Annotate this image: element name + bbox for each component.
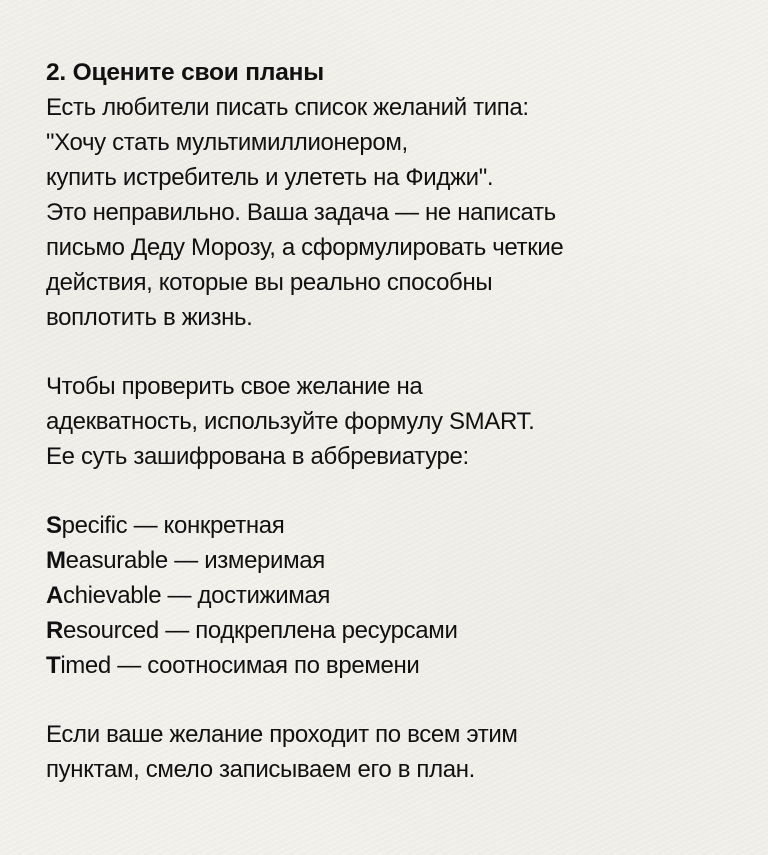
smart-item-resourced [46, 613, 736, 648]
intro-line: Есть любители писать список желаний типа: [46, 94, 529, 121]
conclusion-line: пунктам, смело записываем его в план. [46, 756, 475, 783]
smart-list [46, 508, 736, 683]
intro-line: письмо Деду Морозу, а сформулировать четкие [46, 234, 564, 261]
smart-letter: A [46, 582, 63, 609]
smart-letter: R [46, 617, 63, 644]
smart-item-text: pecific — конкретная [61, 512, 285, 539]
intro-line: Это неправильно. Ваша задача — не написать [46, 199, 556, 226]
smart-item-text: chievable — достижимая [62, 582, 331, 609]
conclusion-paragraph [46, 717, 736, 787]
document-content [46, 56, 736, 787]
conclusion-line: Если ваше желание проходит по всем этим [46, 721, 518, 748]
intro-paragraph [46, 90, 736, 335]
smart-letter: T [46, 652, 61, 679]
paragraph-spacer [46, 335, 736, 369]
paragraph-spacer [46, 683, 736, 717]
smart-intro-paragraph [46, 369, 736, 474]
smart-intro-line: Чтобы проверить свое желание на [46, 373, 423, 400]
section-heading: 2. Оцените свои планы [46, 59, 324, 86]
smart-item-achievable [46, 578, 736, 613]
smart-item-text: esourced — подкреплена ресурсами [62, 617, 458, 644]
smart-intro-line: Ее суть зашифрована в аббревиатуре: [46, 443, 469, 470]
smart-letter: M [46, 547, 66, 574]
intro-line: воплотить в жизнь. [46, 304, 253, 331]
smart-item-text: imed — соотносимая по времени [60, 652, 420, 679]
smart-intro-line: адекватность, используйте формулу SMART. [46, 408, 535, 435]
smart-item-text: easurable — измеримая [65, 547, 325, 574]
intro-line: действия, которые вы реально способны [46, 269, 493, 296]
intro-line: "Хочу стать мультимиллионером, [46, 129, 408, 156]
paragraph-spacer [46, 474, 736, 508]
smart-item-specific [46, 508, 736, 543]
smart-letter: S [46, 512, 62, 539]
smart-item-measurable [46, 543, 736, 578]
smart-item-timed [46, 648, 736, 683]
intro-line: купить истребитель и улететь на Фиджи". [46, 164, 494, 191]
